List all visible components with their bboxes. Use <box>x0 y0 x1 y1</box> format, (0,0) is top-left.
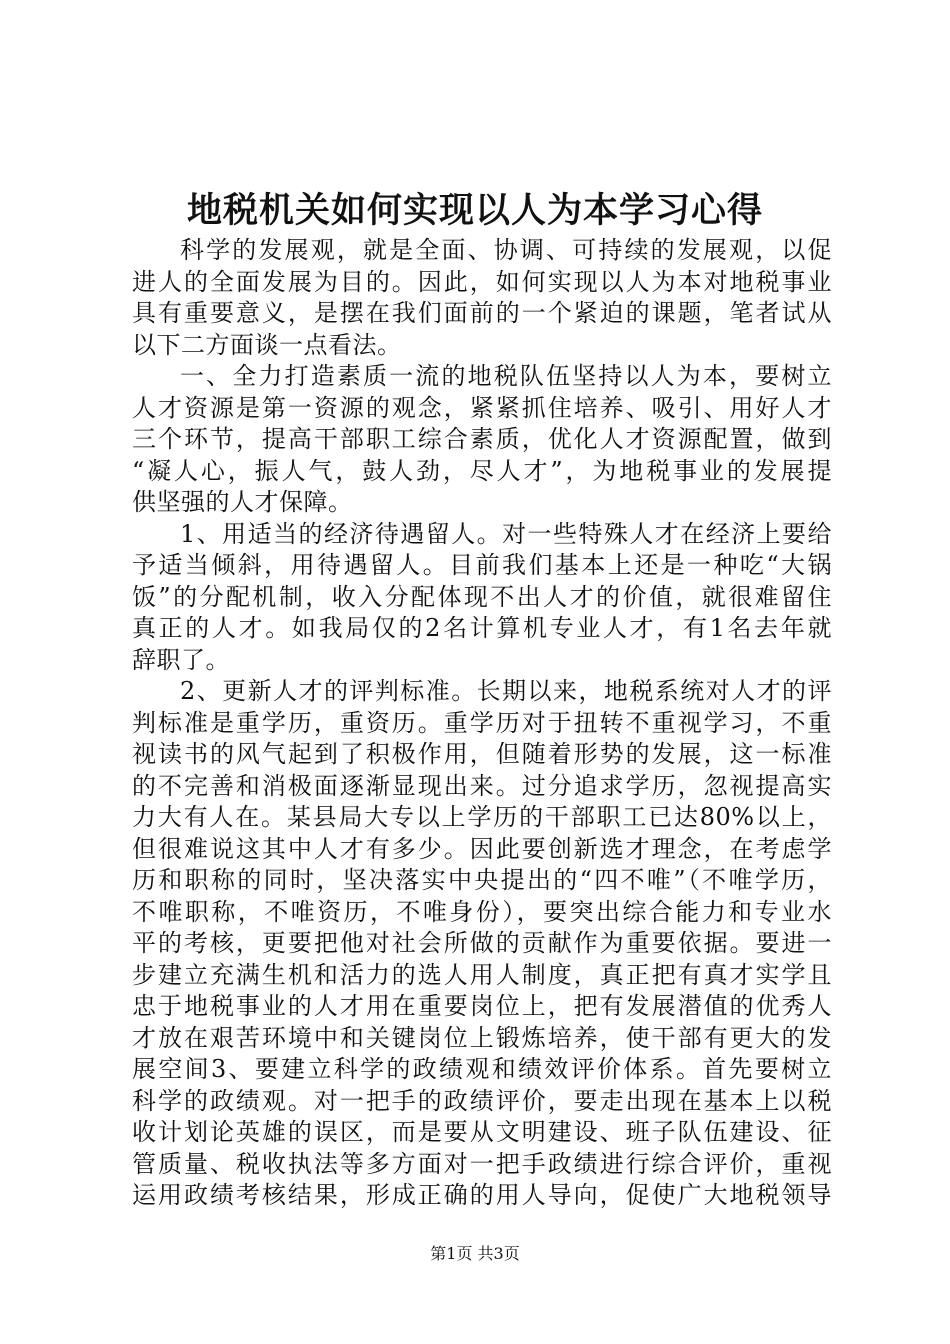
body-line: 但很难说这其中人才有多少。因此要创新选才理念，在考虑学 <box>132 834 832 863</box>
document-body <box>132 235 832 1212</box>
body-line: 科学的政绩观。对一把手的政绩评价，要走出现在基本上以税 <box>132 1086 832 1115</box>
body-line: 平的考核，更要把他对社会所做的贡献作为重要依据。要进一 <box>132 929 832 957</box>
body-line: 2、更新人才的评判标准。长期以来，地税系统对人才的评 <box>180 677 832 705</box>
body-line: 予适当倾斜，用待遇留人。目前我们基本上还是一种吃“大锅 <box>132 551 832 579</box>
body-line: “凝人心，振人气，鼓人劲，尽人才”，为地税事业的发展提 <box>132 456 832 485</box>
body-line: 1、用适当的经济待遇留人。对一些特殊人才在经济上要给 <box>180 519 832 548</box>
body-line: 不唯职称，不唯资历，不唯身份），要突出综合能力和专业水 <box>132 897 832 926</box>
body-line: 三个环节，提高干部职工综合素质，优化人才资源配置，做到 <box>132 425 832 453</box>
body-line: 的不完善和消极面逐渐显现出来。过分追求学历，忽视提高实 <box>132 771 832 800</box>
body-line: 供坚强的人才保障。 <box>132 488 353 516</box>
body-line: 力大有人在。某县局大专以上学历的干部职工已达80%以上， <box>132 803 832 831</box>
body-line: 步建立充满生机和活力的选人用人制度，真正把有真才实学且 <box>132 960 832 989</box>
body-line: 展空间3、要建立科学的政绩观和绩效评价体系。首先要树立 <box>132 1055 832 1083</box>
body-line: 判标准是重学历，重资历。重学历对于扭转不重视学习，不重 <box>132 708 832 737</box>
body-line: 以下二方面谈一点看法。 <box>132 330 402 359</box>
document-title: 地税机关如何实现以人为本学习心得 <box>186 190 763 231</box>
body-line: 具有重要意义，是摆在我们面前的一个紧迫的课题，笔者试从 <box>132 299 832 327</box>
body-line: 科学的发展观，就是全面、协调、可持续的发展观，以促 <box>180 236 832 264</box>
body-line: 真正的人才。如我局仅的2名计算机专业人才，有1名去年就 <box>132 614 832 642</box>
body-line: 运用政绩考核结果，形成正确的用人导向，促使广大地税领导 <box>132 1181 832 1209</box>
body-line: 收计划论英雄的误区，而是要从文明建设、班子队伍建设、征 <box>132 1118 832 1146</box>
body-line: 忠于地税事业的人才用在重要岗位上，把有发展潜值的优秀人 <box>132 992 832 1020</box>
body-line: 辞职了。 <box>132 645 230 674</box>
body-line: 才放在艰苦环境中和关键岗位上锻炼培养，使干部有更大的发 <box>132 1023 832 1052</box>
page-number-footer: 第1页 共3页 <box>430 1244 520 1263</box>
body-line: 进人的全面发展为目的。因此，如何实现以人为本对地税事业 <box>132 267 832 296</box>
body-line: 视读书的风气起到了积极作用，但随着形势的发展，这一标准 <box>132 740 832 768</box>
body-line: 管质量、税收执法等多方面对一把手政绩进行综合评价，重视 <box>132 1149 832 1178</box>
body-line: 人才资源是第一资源的观念，紧紧抓住培养、吸引、用好人才 <box>132 393 832 422</box>
body-line: 饭”的分配机制，收入分配体现不出人才的价值，就很难留住 <box>132 582 832 611</box>
body-line: 一、全力打造素质一流的地税队伍坚持以人为本，要树立 <box>180 362 832 390</box>
body-line: 历和职称的同时，坚决落实中央提出的“四不唯”（不唯学历， <box>132 866 832 894</box>
